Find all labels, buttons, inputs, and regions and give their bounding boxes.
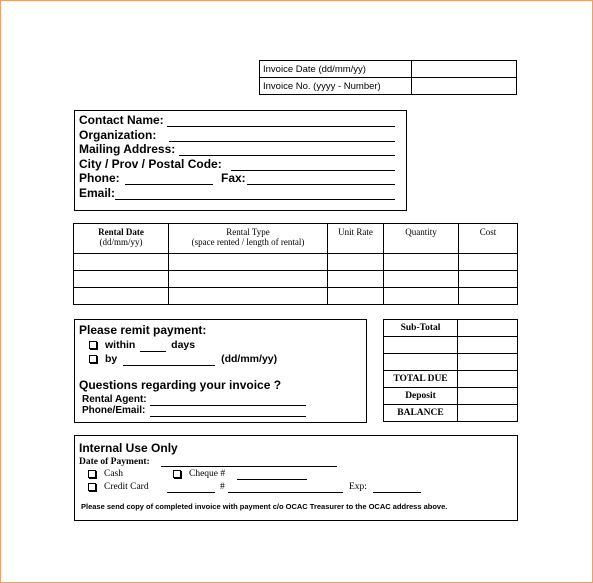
invoice-date-label: Invoice Date (dd/mm/yy)	[260, 61, 412, 78]
credit-card-checkbox[interactable]	[88, 483, 96, 491]
header-quantity: Quantity	[384, 224, 459, 254]
organization-label: Organization:	[79, 128, 157, 142]
organization-field[interactable]	[169, 141, 395, 142]
internal-use-title: Internal Use Only	[79, 441, 178, 455]
rental-agent-field[interactable]	[150, 405, 306, 406]
cash-checkbox[interactable]	[88, 470, 96, 478]
remit-title: Please remit payment:	[79, 323, 207, 337]
header-rental-type: Rental Type (space rented / length of rental)	[169, 224, 328, 254]
subtotal-label: Sub-Total	[384, 320, 458, 337]
header-unit-rate: Unit Rate	[328, 224, 384, 254]
cell-cost[interactable]	[459, 288, 518, 305]
invoice-number-label: Invoice No. (yyyy - Number)	[260, 78, 412, 95]
remit-payment-box	[74, 319, 367, 423]
by-checkbox[interactable]	[89, 355, 97, 363]
fax-label: Fax:	[221, 171, 246, 185]
by-label: by	[105, 353, 118, 365]
cheque-option	[173, 469, 225, 479]
header-rental-date: Rental Date (dd/mm/yy)	[74, 224, 169, 254]
cell-quantity[interactable]	[384, 254, 459, 271]
blank-value[interactable]	[458, 354, 518, 371]
rental-table-header	[74, 224, 518, 254]
totals-row	[384, 405, 518, 422]
deposit-label: Deposit	[384, 388, 458, 405]
cell-rental-type[interactable]	[169, 288, 328, 305]
credit-card-option	[88, 482, 149, 492]
cell-quantity[interactable]	[384, 288, 459, 305]
mailing-address-field[interactable]	[179, 155, 395, 156]
totals-row	[384, 371, 518, 388]
blank-value[interactable]	[458, 337, 518, 354]
cash-option	[88, 469, 123, 479]
questions-title: Questions regarding your invoice ?	[79, 378, 282, 392]
days-label: days	[171, 339, 196, 351]
card-number-field[interactable]	[228, 492, 343, 493]
table-row	[74, 288, 518, 305]
header-cost: Cost	[459, 224, 518, 254]
rental-agent-label: Rental Agent:	[82, 394, 147, 405]
cell-rental-date[interactable]	[74, 254, 169, 271]
city-prov-postal-label: City / Prov / Postal Code:	[79, 157, 222, 171]
by-date-format: (dd/mm/yy)	[221, 353, 278, 365]
cell-rental-type[interactable]	[169, 271, 328, 288]
invoice-number-row	[260, 78, 517, 95]
invoice-header-table	[259, 60, 517, 95]
invoice-date-field[interactable]	[412, 61, 517, 78]
cell-cost[interactable]	[459, 271, 518, 288]
blank-label	[384, 337, 458, 354]
blank-label	[384, 354, 458, 371]
cell-unit-rate[interactable]	[328, 271, 384, 288]
contact-name-label: Contact Name:	[79, 113, 164, 127]
deposit-value[interactable]	[458, 388, 518, 405]
cheque-checkbox[interactable]	[173, 470, 181, 478]
cell-rental-type[interactable]	[169, 254, 328, 271]
cell-quantity[interactable]	[384, 271, 459, 288]
within-label: within	[105, 339, 136, 351]
expiry-label: Exp:	[349, 482, 367, 492]
rental-table	[73, 223, 518, 305]
mailing-address-label: Mailing Address:	[79, 142, 176, 156]
cell-unit-rate[interactable]	[328, 254, 384, 271]
phone-email-field[interactable]	[150, 416, 306, 417]
cheque-number-field[interactable]	[237, 479, 307, 480]
cell-cost[interactable]	[459, 254, 518, 271]
internal-use-box	[74, 435, 518, 521]
contact-box	[74, 110, 407, 211]
expiry-field[interactable]	[373, 492, 421, 493]
city-prov-postal-field[interactable]	[231, 170, 395, 171]
total-due-label: TOTAL DUE	[384, 371, 458, 388]
cell-rental-date[interactable]	[74, 288, 169, 305]
balance-label: BALANCE	[384, 405, 458, 422]
credit-card-type-field[interactable]	[167, 492, 215, 493]
card-number-label: #	[220, 482, 225, 492]
credit-card-label: Credit Card	[104, 482, 149, 492]
date-of-payment-label: Date of Payment:	[79, 457, 150, 467]
email-label: Email:	[79, 186, 116, 200]
invoice-number-field[interactable]	[412, 78, 517, 95]
within-option	[89, 339, 195, 352]
within-checkbox[interactable]	[89, 341, 97, 349]
phone-email-label: Phone/Email:	[82, 405, 146, 416]
balance-value[interactable]	[458, 405, 518, 422]
cell-rental-date[interactable]	[74, 271, 169, 288]
date-of-payment-field[interactable]	[161, 466, 337, 467]
by-option	[89, 353, 277, 366]
totals-table	[383, 319, 518, 422]
totals-row	[384, 337, 518, 354]
total-due-value[interactable]	[458, 371, 518, 388]
phone-field[interactable]	[125, 184, 213, 185]
totals-row	[384, 388, 518, 405]
phone-label: Phone:	[79, 171, 120, 185]
by-date-field[interactable]	[123, 353, 215, 366]
days-field[interactable]	[140, 339, 166, 352]
cheque-label: Cheque #	[189, 469, 226, 479]
footer-note: Please send copy of completed invoice with payment c/o OCAC Treasurer to the OCAC address above.	[81, 502, 448, 511]
invoice-date-row	[260, 61, 517, 78]
table-row	[74, 254, 518, 271]
totals-row	[384, 354, 518, 371]
subtotal-value[interactable]	[458, 320, 518, 337]
cash-label: Cash	[104, 469, 123, 479]
cell-unit-rate[interactable]	[328, 288, 384, 305]
totals-row	[384, 320, 518, 337]
fax-field[interactable]	[247, 184, 395, 185]
email-field[interactable]	[115, 199, 395, 200]
contact-name-field[interactable]	[167, 126, 395, 127]
table-row	[74, 271, 518, 288]
